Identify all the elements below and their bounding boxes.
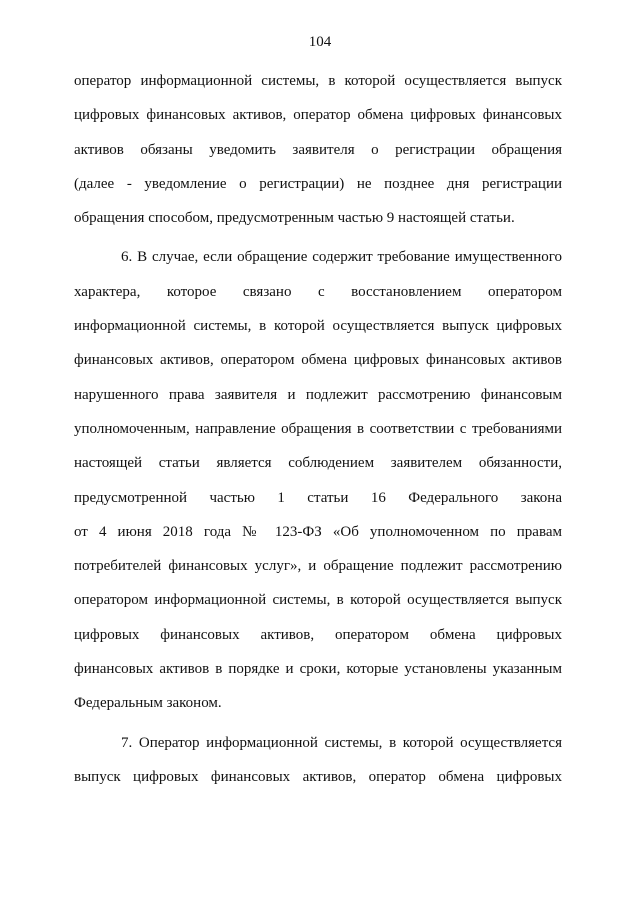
text-line: предусмотренной частью 1 статьи 16 Федерального закона (74, 489, 562, 506)
text-line: финансовых активов в порядке и сроки, которые установлены указанным (74, 661, 562, 678)
page-number: 104 (308, 34, 332, 50)
text-line: активов обязаны уведомить заявителя о регистрации обращения (74, 141, 562, 158)
text-line: от 4 июня 2018 года № 123-ФЗ «Об уполномоченном по правам (74, 523, 562, 540)
text-line: информационной системы, в которой осуществляется выпуск цифровых (74, 318, 562, 335)
text-line: характера, которое связано с восстановлением оператором (74, 283, 562, 300)
text-line: 7. Оператор информационной системы, в которой осуществляется (121, 734, 562, 751)
document-body (74, 71, 562, 801)
paragraph-6 (74, 247, 562, 727)
text-line: (далее - уведомление о регистрации) не позднее дня регистрации (74, 175, 562, 192)
text-line: финансовых активов, оператором обмена цифровых финансовых активов (74, 352, 562, 369)
text-line: Федеральным законом. (74, 695, 222, 712)
paragraph-continuation (74, 71, 562, 242)
text-line: 6. В случае, если обращение содержит требование имущественного (121, 249, 562, 266)
text-line: цифровых финансовых активов, оператор обмена цифровых финансовых (74, 107, 562, 124)
text-line: выпуск цифровых финансовых активов, оператор обмена цифровых (74, 768, 562, 785)
text-line: цифровых финансовых активов, оператором обмена цифровых (74, 626, 562, 643)
paragraph-7 (74, 733, 562, 802)
text-line: уполномоченным, направление обращения в соответствии с требованиями (74, 420, 562, 437)
text-line: потребителей финансовых услуг», и обращение подлежит рассмотрению (74, 558, 562, 575)
text-line: нарушенного права заявителя и подлежит рассмотрению финансовым (74, 386, 562, 403)
text-line: оператором информационной системы, в которой осуществляется выпуск (74, 592, 562, 609)
text-line: обращения способом, предусмотренным частью 9 настоящей статьи. (74, 210, 515, 227)
text-line: оператор информационной системы, в которой осуществляется выпуск (74, 73, 562, 89)
text-line: настоящей статьи является соблюдением заявителем обязанности, (74, 455, 562, 472)
